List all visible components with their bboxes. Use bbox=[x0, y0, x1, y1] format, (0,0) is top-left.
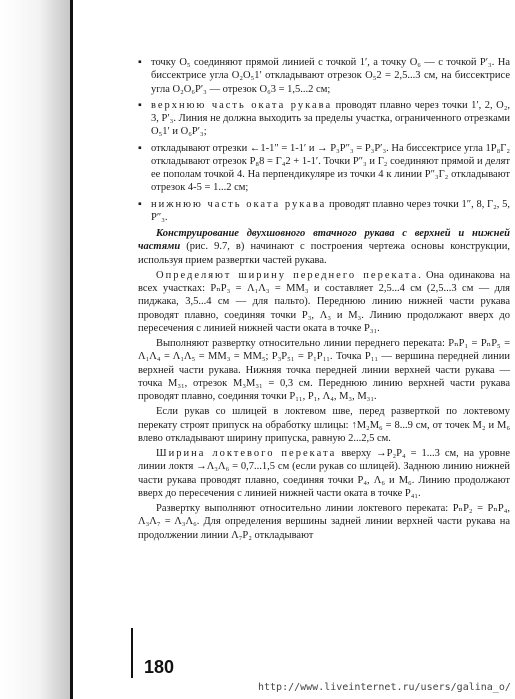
bullet-item: ▪ верхнюю часть оката рукава проводят плавно через точки 1′, 2, O₂, 3, P′₃. Линия не должна выходить за пределы участка, ограниченного отрезками O₅1′ и O₆P′₃; bbox=[138, 99, 510, 139]
page-text bbox=[138, 56, 510, 544]
watermark-url: http://www.liveinternet.ru/users/galina_o/ bbox=[258, 682, 511, 693]
bullet-item: ▪ откладывают отрезки ←1-1″ = 1-1′ и → P₃P″₃ = P₃P′₃. На биссектрисе угла 1P₈Г₂ откладывают отрезок P₈8 = Г₄2 + 1-1′. Точки P″₃ и Г₂ соединяют прямой и делят ее пополам точкой 4. На перпендикуляре из точки 4 к линии P″₃Г₂ откладывают отрезок 4-5 = 1...2 см; bbox=[138, 142, 510, 195]
book-gutter-shadow bbox=[0, 0, 70, 699]
page-number-bar bbox=[131, 628, 133, 678]
paragraph: Развертку выполняют относительно линии локтевого переката: PₙP₂ = PₙP₄, Λ₃Λ₇ = Λ₃Λ₆. Для определения вершины задней линии верхней части рукава на продолжении линии Λ₇P₂ откладывают bbox=[138, 503, 510, 541]
section-heading-paragraph: Конструирование двухшовного втачного рукава с верхней и нижней частями (рис. 9.7, в) начинают с построения чертежа основы конструкции, используя прием развертки частей рукава. bbox=[138, 228, 510, 266]
bullet-item: ▪ точку O₅ соединяют прямой линией с точкой 1′, а точку O₆ — с точкой P′₃. На биссектрисе угла O₂O₅1′ откладывают отрезок O₅2 = 2,5...3 см, на биссектрисе угла O₂O₆P′₃ — отрезок O₆3 = 1,5...2 см; bbox=[138, 56, 510, 96]
paragraph: Выполняют развертку относительно линии переднего переката: PₙP₁ = PₙP₅ = Λ₁Λ₄ = Λ₁Λ₅ = MM₃ = MM₅; P₃P₅₁ = P₁P₁₁. Точка P₁₁ — вершина передней линии верхней части рукава. Нижняя точка передней линии верхней части рукава — точка M₃₁, отрезок M₃M₃₁ = 0,3 см. Переднюю линию верхней части рукава проводят плавно, соединяя точки P₁₁, P₁, Λ₄, M₃, M₃₁. bbox=[138, 338, 510, 402]
bullet-item: ▪ нижнюю часть оката рукава проводят плавно через точки 1″, 8, Г₂, 5, P″₃. bbox=[138, 198, 510, 225]
page-edge bbox=[70, 0, 73, 699]
paragraph: Определяют ширину переднего переката. Она одинакова на всех участках: PₙP₃ = Λ₁Λ₃ = MM₃ и составляет 2,5...4 см (2,5...3 см — для пиджака, 3,5...4 см — для пальто). Переднюю линию нижней части рукава проводят плавно, соединяя точки P₃, Λ₃ и M₃. Линию продолжают вверх до пересечения с линией нижней части оката в точке P₃₁. bbox=[138, 269, 510, 334]
paragraph: Если рукав со шлицей в локтевом шве, перед разверткой по локтевому перекату строят припуск на обработку шлицы: ↑M₂M₆ = 8...9 см, от точек M₂ и M₆ влево откладывают ширину припуска, равную 2...2,5 см. bbox=[138, 406, 510, 444]
spaced-term: Ширина локтевого переката bbox=[156, 448, 337, 459]
spaced-term: Определяют ширину переднего переката bbox=[156, 269, 419, 281]
spaced-term: нижнюю часть оката рукава bbox=[151, 198, 327, 210]
spaced-term: верхнюю часть оката рукава bbox=[151, 99, 333, 111]
page-number: 180 bbox=[144, 657, 175, 677]
paragraph: Ширина локтевого переката вверху →P₂P₄ = 1...3 см, на уровне линии локтя →Λ₃Λ₆ = 0,7...1,5 см (если рукав со шлицей). Заднюю линию нижней части рукава проводят плавно, соединяя точки P₄, Λ₆ и M₆. Линию продолжают вверх до пересечения с линией нижней части оката в точке P₄₁. bbox=[138, 448, 510, 499]
section-heading: Конструирование двухшовного втачного рукава с верхней и нижней частями bbox=[138, 228, 510, 253]
